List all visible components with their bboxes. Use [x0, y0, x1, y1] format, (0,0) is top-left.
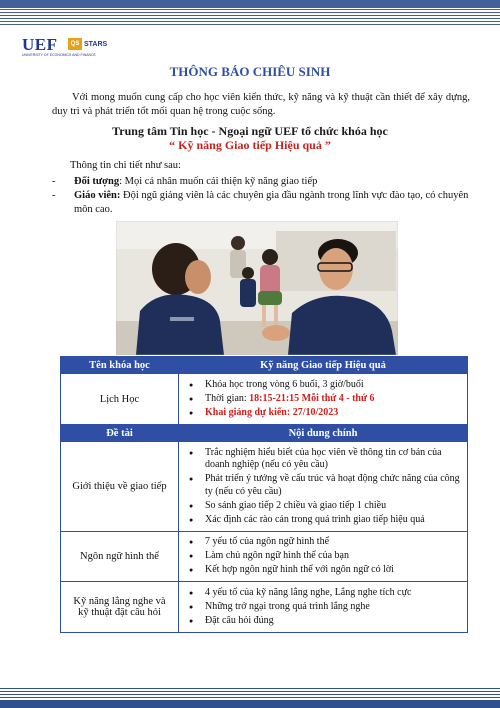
header-content: Nội dung chính [179, 425, 468, 442]
topic-content [179, 582, 468, 633]
topic-label: Kỹ năng lắng nghe và kỹ thuật đặt câu hỏi [61, 582, 179, 633]
schedule-start-date: Khai giảng dự kiến: 27/10/2023 [205, 406, 339, 418]
uef-logo-tagline: UNIVERSITY OF ECONOMICS AND FINANCE [22, 53, 96, 57]
topic-label: Ngôn ngữ hình thể [61, 531, 179, 582]
list-item: ● Xác định các rào cản trong quá trình giao tiếp hiệu quả [187, 514, 461, 527]
detail-label: Giáo viên: [74, 190, 121, 201]
schedule-content [179, 374, 468, 425]
list-item: ● Kết hợp ngôn ngữ hình thể với ngôn ngữ có lời [187, 564, 461, 577]
header-course-label: Tên khóa học [61, 357, 179, 374]
list-item: ● Những trở ngại trong quá trình lắng nghe [187, 601, 461, 614]
table-row [61, 442, 468, 532]
list-item: ● Đặt câu hỏi đúng [187, 615, 461, 628]
topic-content [179, 531, 468, 582]
schedule-label: Lịch Học [61, 374, 179, 425]
schedule-time: 18:15-21:15 Mỗi thứ 4 - thứ 6 [249, 392, 375, 404]
list-item: ● 7 yếu tố của ngôn ngữ hình thể [187, 536, 461, 549]
detail-teachers [52, 189, 472, 217]
dash-icon: - [52, 190, 56, 201]
table-header-row [61, 357, 468, 374]
details-list [52, 175, 472, 217]
list-item: ● Làm chủ ngôn ngữ hình thể của bạn [187, 550, 461, 563]
list-item: ● So sánh giao tiếp 2 chiều và giao tiếp 1 chiều [187, 500, 461, 513]
list-item [187, 407, 461, 420]
schedule-row [61, 374, 468, 425]
dash-icon: - [52, 176, 56, 187]
stars-text: STARS [84, 40, 108, 48]
class-photo [116, 221, 398, 355]
table-row [61, 582, 468, 633]
header-stripes [0, 0, 500, 26]
uef-logo-mark: UEF [22, 35, 58, 54]
detail-text: : Mọi cá nhân muốn cải thiện kỹ năng giao tiếp [119, 176, 318, 187]
course-table [60, 356, 468, 633]
qs-stars-logo [68, 37, 107, 51]
details-intro: Thông tin chi tiết như sau: [70, 160, 181, 171]
schedule-text: Khóa học trong vòng 6 buổi, 3 giờ/buổi [205, 378, 364, 390]
topic-label: Giới thiệu về giao tiếp [61, 442, 179, 532]
course-name-headline: “ Kỹ năng Giao tiếp Hiệu quả ” [169, 138, 331, 152]
list-item: ● Phát triển ý tưởng về cấu trúc và hoạt động chức năng của công ty (nếu có yêu cầu) [187, 473, 461, 498]
header-topic: Đề tài [61, 425, 179, 442]
list-item [187, 393, 461, 406]
detail-audience [52, 175, 472, 189]
topic-content [179, 442, 468, 532]
header-course-name: Kỹ năng Giao tiếp Hiệu quả [179, 357, 468, 374]
list-item [187, 379, 461, 392]
footer-stripes [0, 686, 500, 708]
schedule-text: Thời gian: [205, 392, 250, 404]
schedule-list [187, 379, 461, 420]
list-item: ● Trắc nghiệm hiểu biết của học viên về thông tin cơ bản của doanh nghiệp (nếu có yêu cầu) [187, 447, 461, 472]
detail-label: Đối tượng [74, 176, 120, 187]
table-header-row [61, 425, 468, 442]
detail-text: Đội ngũ giảng viên là các chuyên gia đầu ngành trong lĩnh vực đào tạo, có chuyên môn cao. [74, 190, 469, 215]
qs-badge: QS [68, 38, 82, 50]
class-photo-illustration [116, 221, 398, 355]
table-row [61, 531, 468, 582]
intro-paragraph: Với mong muốn cung cấp cho học viên kiến thức, kỹ năng và kỹ thuật cần thiết để xây dựng, duy trì và phát triển tốt mối quan hệ trong cuộc sống. [52, 92, 470, 117]
page-title: THÔNG BÁO CHIÊU SINH [169, 64, 331, 79]
course-announcement: Trung tâm Tin học - Ngoại ngữ UEF tổ chức khóa học [112, 124, 388, 138]
list-item: ● 4 yếu tố của kỹ năng lắng nghe, Lắng nghe tích cực [187, 587, 461, 600]
